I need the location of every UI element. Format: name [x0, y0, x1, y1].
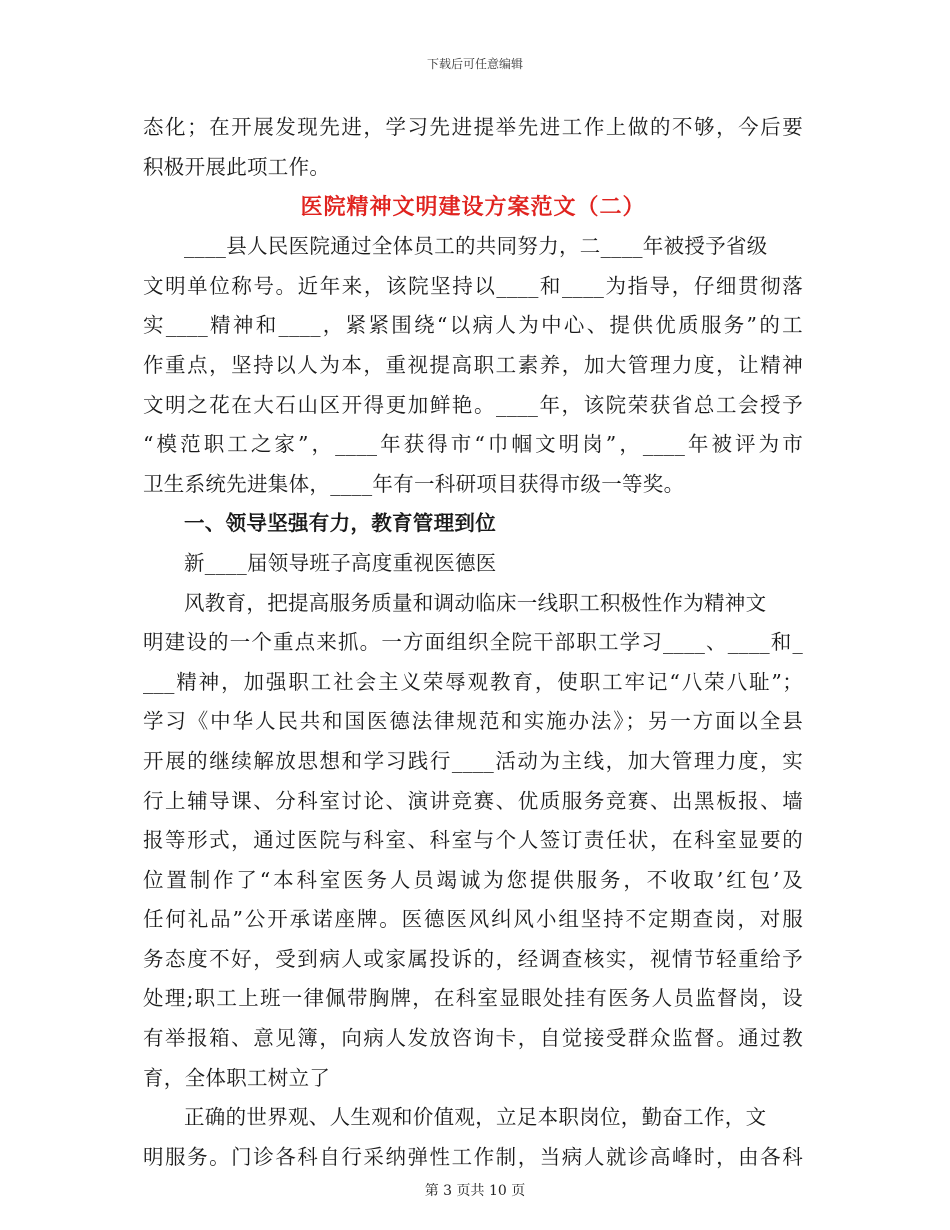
- document-title: 医院精神文明建设方案范文（二）: [300, 194, 646, 221]
- text-line: 报等形式，通过医院与科室、科室与个人签订责任状，在科室显要的: [143, 828, 803, 853]
- text-line: ___精神，加强职工社会主义荣辱观教育，使职工牢记“八荣八耻”；: [143, 669, 803, 694]
- text-line: 任何礼品”公开承诺座牌。医德医风纠风小组坚持不定期查岗，对服: [143, 907, 803, 932]
- text-line: 学习《中华人民共和国医德法律规范和实施办法》；另一方面以全县: [143, 709, 803, 734]
- header-note: 下载后可任意编辑: [426, 57, 523, 71]
- text-line: 育，全体职工树立了: [143, 1065, 331, 1090]
- text-line: 文明之花在大石山区开得更加鲜艳。____年，该院荣获省总工会授予: [143, 392, 803, 417]
- document-body: [143, 108, 803, 1177]
- text-line: 明服务。门诊各科自行采纳弹性工作制，当病人就诊高峰时，由各科: [143, 1144, 803, 1169]
- text-line: 新____届领导班子高度重视医德医: [184, 550, 497, 575]
- text-line: 处理;职工上班一律佩带胸牌，在科室显眼处挂有医务人员监督岗，设: [143, 986, 803, 1011]
- page-footer: 第 3 页共 10 页: [424, 1183, 526, 1199]
- text-line: 开展的继续解放思想和学习践行____活动为主线，加大管理力度，实: [143, 748, 803, 773]
- text-line: 作重点，坚持以人为本，重视提高职工素养，加大管理力度，让精神: [143, 352, 803, 377]
- text-line: 正确的世界观、人生观和价值观，立足本职岗位，勤奋工作，文: [184, 1105, 767, 1130]
- text-line: 文明单位称号。近年来，该院坚持以____和____为指导，仔细贯彻落: [143, 273, 803, 298]
- text-line: 有举报箱、意见簿，向病人发放咨询卡，自觉接受群众监督。通过教: [143, 1026, 803, 1051]
- text-line: 实____精神和____，紧紧围绕“以病人为中心、提供优质服务”的工: [143, 313, 803, 338]
- text-line: “模范职工之家”，____年获得市“巾帼文明岗”，____年被评为市: [143, 432, 803, 457]
- text-line: 明建设的一个重点来抓。一方面组织全院干部职工学习____、____和_: [143, 630, 803, 655]
- text-line: 行上辅导课、分科室讨论、演讲竞赛、优质服务竞赛、出黑板报、墙: [143, 788, 803, 813]
- text-line: 积极开展此项工作。: [143, 154, 331, 179]
- text-line: 位置制作了“本科室医务人员竭诚为您提供服务，不收取’红包’及: [143, 867, 803, 892]
- text-line: ____县人民医院通过全体员工的共同努力，二____年被授予省级: [184, 234, 768, 259]
- text-line: 态化；在开展发现先进，学习先进提举先进工作上做的不够，今后要: [143, 115, 803, 139]
- text-line: 风教育，把提高服务质量和调动临床一线职工积极性作为精神文: [184, 590, 767, 615]
- text-line: 务态度不好，受到病人或家属投诉的，经调查核实，视情节轻重给予: [143, 946, 803, 971]
- section-heading: 一、领导坚强有力，教育管理到位: [184, 511, 496, 536]
- text-line: 卫生系统先进集体，____年有一科研项目获得市级一等奖。: [143, 471, 685, 496]
